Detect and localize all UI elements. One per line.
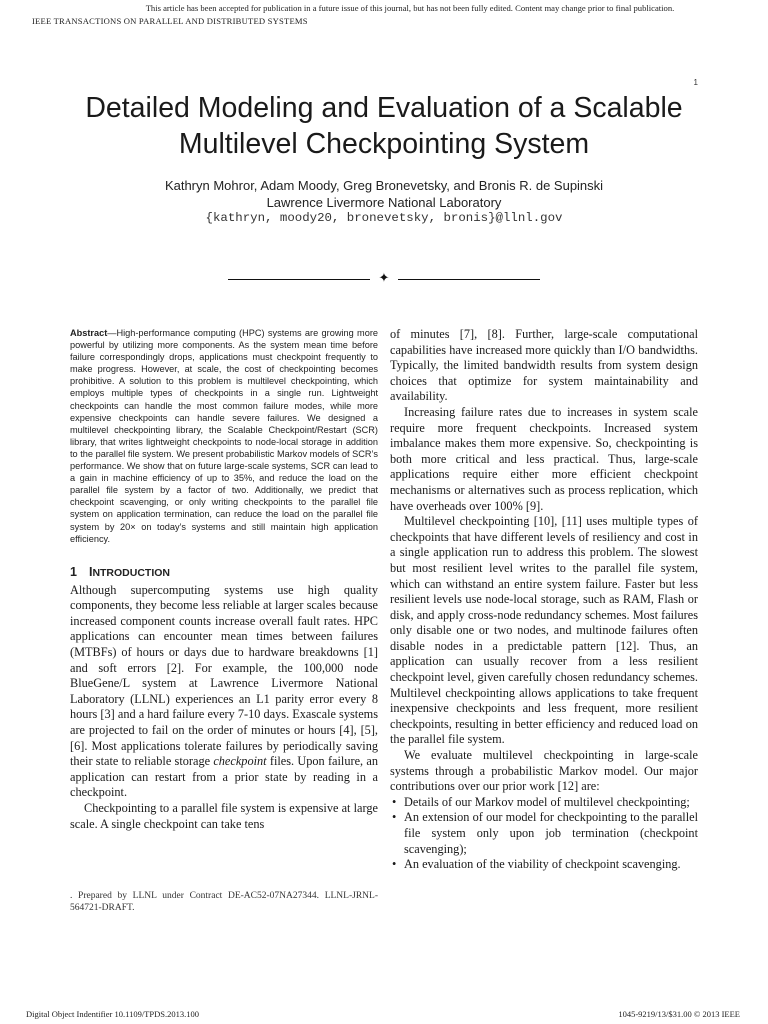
section-title-initial: I <box>88 564 93 579</box>
section-title-rest: NTRODUCTION <box>92 566 171 579</box>
title-divider-right <box>398 279 540 280</box>
author-names: Kathryn Mohror, Adam Moody, Greg Bronevetsky, and Bronis R. de Supinski <box>164 178 604 193</box>
list-item-text: Details of our Markov model of multilevel checkpointing; <box>404 794 690 809</box>
doi-footer: Digital Object Indentifier 10.1109/TPDS.2013.100 <box>26 1009 199 1019</box>
list-item <box>392 857 698 873</box>
intro-p1-text-end: files. Upon failure, an application can restart from a prior state by reading in a checkpoint. <box>70 754 378 800</box>
bullet-icon: • <box>392 810 397 825</box>
left-column <box>70 327 378 832</box>
intro-paragraph-3: Increasing failure rates due to increases in system scale require more frequent checkpoints. Increased system imbalance makes them more expensive. So, checkpointing is both more critical and less practical. Thus, large-scale applications require either more efficient checkpoint mechanisms or alternatives such as process replication, which have overheads over 100% [9]. <box>390 404 698 513</box>
list-item <box>392 794 698 811</box>
journal-name: IEEE TRANSACTIONS ON PARALLEL AND DISTRIBUTED SYSTEMS <box>32 16 308 26</box>
section-number: 1 <box>70 564 77 579</box>
bullet-icon: • <box>392 794 397 809</box>
divider-ornament-icon: ✦ <box>378 271 390 286</box>
bullet-icon: • <box>392 857 397 872</box>
title-line-2: Multilevel Checkpointing System <box>178 128 590 160</box>
paper-title <box>40 90 728 162</box>
intro-p1-emphasis: checkpoint <box>213 754 267 769</box>
abstract-text: —High-performance computing (HPC) systems are growing more powerful by utilizing more components. As the system mean time before failure correspondingly drops, applications must checkpoint frequently to make progress. However, at scale, the cost of checkpointing becomes prohibitive. A solution to this problem is multilevel checkpointing, which employs multiple types of checkpoints in a single run. Lightweight checkpoints can handle the most common failure modes, while more expensive checkpoints can handle severe failures. We designed a multilevel checkpointing library, the Scalable Checkpoint/Restart (SCR) library, that writes lightweight checkpoints to node-local storage in addition to the parallel file system. We present probabilistic Markov models of SCR’s performance. We show that on future large-scale systems, SCR can lead to a gain in machine efficiency of up to 35%, and reduce the load on the parallel file system by a factor of two. Additionally, we predict that checkpoint scavenging, or only writing checkpoints to the parallel file system on application termination, can reduce the load on the parallel file system by 20× on today’s systems and still maintain high application efficiency. <box>70 328 378 544</box>
author-affiliation: Lawrence Livermore National Laboratory <box>266 195 502 210</box>
publication-notice: This article has been accepted for publication in a future issue of this journal, but has not been fully edited. Content may change prior to final publication. <box>145 3 675 13</box>
issn-footer: 1045-9219/13/$31.00 © 2013 IEEE <box>618 1009 740 1019</box>
abstract-label: Abstract <box>70 328 108 338</box>
list-item <box>392 810 698 857</box>
right-column <box>390 327 698 873</box>
list-item-text: An extension of our model for checkpointing to the parallel file system only upon job termination (checkpoint scavenging); <box>404 810 698 856</box>
intro-paragraph-2-start: Checkpointing to a parallel file system is expensive at large scale. A single checkpoint can take tens <box>70 801 378 831</box>
page-number: 1 <box>693 78 698 87</box>
intro-paragraph-2-end: of minutes [7], [8]. Further, large-scale computational capabilities have increased more quickly than I/O bandwidths. Typically, the limited bandwidth results from system design choices that optimize for system maintainability and availability. <box>390 327 698 404</box>
intro-paragraph-5: We evaluate multilevel checkpointing in large-scale systems through a probabilistic Markov model. Our major contributions over our prior work [12] are: <box>390 748 698 794</box>
section-heading-introduction <box>70 565 378 579</box>
list-item-text: An evaluation of the viability of checkpoint scavenging. <box>404 857 681 872</box>
contributions-list <box>390 795 698 873</box>
intro-paragraph-1 <box>70 583 378 801</box>
title-line-1: Detailed Modeling and Evaluation of a Scalable <box>85 92 683 124</box>
intro-paragraph-4: Multilevel checkpointing [10], [11] uses multiple types of checkpoints that have different levels of resiliency and cost in a single application run to address this problem. The slowest but most resilient level writes to the parallel file system, which can withstand an entire system failure. Faster but less resilient levels use node-local storage, such as RAM, Flash or disk, and apply cross-node redundancy schemes. Most failures only disable one or two nodes, and multinode failures often disable nodes in a predictable pattern [12]. Thus, an application can usually recover from a less resilient checkpoint level, given carefully chosen redundancy schemes. Multilevel checkpointing allows applications to take frequent inexpensive checkpoints and less frequent, more resilient checkpoints, resulting in better efficiency and reduced load on the parallel file system. <box>390 514 698 747</box>
abstract <box>70 327 378 545</box>
author-emails: {kathryn, moody20, bronevetsky, bronis}@llnl.gov <box>205 211 563 225</box>
intro-body-left <box>70 583 378 833</box>
title-divider-left <box>228 279 370 280</box>
intro-p1-text: Although supercomputing systems use high quality components, they become less reliable at larger scales because increased component counts increase overall fault rates. HPC applications can encounter mean times between failures (MTBFs) of hours or days due to hardware breakdowns [1] and soft errors [2]. For example, the 100,000 node BlueGene/L system at Lawrence Livermore National Laboratory (LLNL) experiences an L1 parity error every 8 hours [3] and a hard failure every 7-10 days. Exascale systems are projected to fail on the order of minutes or hours [4], [5], [6]. Most applications tolerate failures by periodically saving their state to reliable storage <box>70 582 378 769</box>
footnote: . Prepared by LLNL under Contract DE-AC52-07NA27344. LLNL-JRNL-564721-DRAFT. <box>70 891 378 913</box>
